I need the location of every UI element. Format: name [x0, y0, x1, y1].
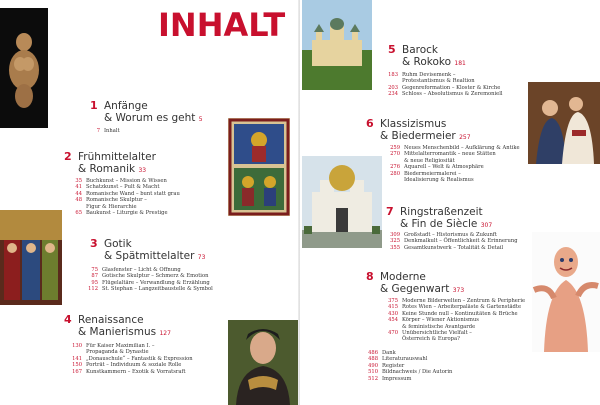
chapter-1-heading	[90, 99, 203, 126]
biedermeier-painting-image	[528, 82, 600, 164]
entry-title: Romanische Wand – bunt statt grau	[86, 190, 180, 197]
toc-entry[interactable]	[86, 286, 213, 292]
entry-title: Gotische Skulptur – Schmerz & Emotion	[102, 273, 209, 280]
chapter-2-heading	[64, 150, 156, 177]
entry-page: 490	[368, 362, 378, 369]
secession-building-image	[302, 156, 382, 248]
chapter-page: 257	[459, 134, 471, 141]
chapter-title-line: & Spätmittelalter	[104, 250, 195, 262]
chapter-8-entries	[386, 298, 525, 343]
entry-page: 141	[72, 355, 82, 362]
chapter-1-entries	[88, 128, 120, 134]
chapter-title-line: Moderne	[380, 271, 426, 283]
entry-page: 488	[368, 356, 378, 363]
entry-title: Propaganda & Dynastie	[86, 349, 149, 356]
chapter-title-line: & Romanik	[78, 163, 136, 175]
entry-title: „Donauschule“ – Fantastik & Expression	[86, 355, 193, 362]
entry-title: Biedermeiermalerei –	[404, 170, 461, 177]
entry-title: Buchkunst – Mission & Wissen	[86, 178, 167, 184]
entry-title: Glasfenster – Licht & Offnung	[102, 267, 181, 273]
entry-page: 375	[388, 298, 398, 304]
entry-page: 7	[96, 128, 100, 134]
entry-page: 183	[388, 72, 398, 78]
entry-page: 35	[75, 178, 82, 184]
entry-page: 150	[72, 362, 82, 369]
entry-page: 486	[368, 350, 378, 356]
chapter-title-line: & Fin de Siècle	[400, 218, 478, 230]
toc-entry[interactable]	[388, 245, 518, 251]
chapter-number: 1	[90, 99, 98, 112]
chapter-5-heading	[388, 43, 466, 70]
chapter-3-entries	[86, 267, 213, 293]
chapter-page: 307	[480, 222, 493, 229]
entry-title: Österreich & Europa?	[402, 336, 460, 343]
chapter-title-line: Ringstraßenzeit	[400, 206, 483, 218]
chapter-title-line: Klassizismus	[380, 118, 447, 130]
entry-page: 48	[75, 197, 82, 204]
entry-page: 130	[72, 343, 82, 349]
entry-title: Schatzkunst – Pult & Macht	[86, 184, 160, 191]
entry-page: 276	[390, 164, 400, 171]
entry-title: Protestantismus & Realtion	[402, 78, 475, 85]
right-page	[300, 0, 600, 405]
chapter-7-entries	[388, 232, 518, 251]
entry-title: Porträt – Individuum & soziale Rolle	[86, 362, 182, 369]
entry-page: 510	[368, 369, 378, 376]
chapter-6-entries	[388, 145, 520, 183]
entry-page: 470	[388, 330, 398, 337]
entry-title: Bildnachweis / Die Autorin	[382, 369, 453, 376]
appendix-entries	[366, 350, 452, 382]
toc-entry[interactable]	[366, 376, 452, 382]
chapter-title-line: & Manierismus	[78, 326, 157, 338]
chapter-page: 373	[452, 287, 465, 294]
entry-title: Aquarell – Welt & Atmosphäre	[404, 164, 484, 171]
entry-page: 325	[390, 238, 400, 245]
entry-page: 75	[91, 267, 98, 273]
chapter-number: 7	[386, 205, 394, 218]
entry-title: Moderne Bilderwelten – Zentrum & Peripherie	[402, 298, 526, 304]
entry-title: Impressum	[382, 375, 412, 382]
entry-title: Für Kaiser Maximilian I. –	[86, 343, 155, 349]
entry-title: St. Stephan – Langzeitbaustelle & Symbol	[102, 286, 213, 293]
entry-page: 355	[390, 244, 400, 251]
gothic-altar-painting-image	[0, 210, 62, 305]
chapter-page: 73	[197, 254, 206, 261]
toc-entry[interactable]	[388, 177, 520, 183]
chapter-title-line: Renaissance	[78, 314, 144, 326]
entry-page: 65	[75, 210, 82, 217]
entry-title: Inhalt	[104, 128, 120, 134]
chapter-number: 3	[90, 237, 98, 250]
entry-title: & neue Religiosität	[404, 157, 455, 164]
chapter-7-heading	[386, 205, 493, 232]
entry-title: & feministische Avantgarde	[402, 323, 476, 330]
entry-title: Denkmalkult – Öffentlichkeit & Erinnerung	[404, 238, 518, 245]
modern-figure-painting-image	[532, 232, 600, 352]
chapter-number: 6	[366, 117, 374, 130]
entry-page: 259	[390, 145, 400, 151]
entry-title: Register	[382, 362, 405, 369]
entry-title: Körper – Wiener Aktionismus	[402, 317, 479, 324]
chapter-6-heading	[366, 117, 471, 144]
entry-page: 512	[368, 375, 378, 382]
entry-page: 95	[91, 279, 98, 286]
entry-page: 309	[390, 232, 400, 238]
medieval-illumination-image	[228, 118, 290, 216]
baroque-monastery-image	[302, 0, 372, 90]
chapter-title-line: & Worum es geht	[104, 112, 196, 124]
entry-page: 41	[75, 184, 82, 191]
renaissance-portrait-image	[228, 320, 298, 405]
entry-page: 234	[388, 91, 398, 98]
chapter-3-heading	[90, 237, 206, 264]
entry-page: 203	[388, 84, 398, 91]
entry-title: Rotes Wien – Arbeiterpaläste & Gartenstädte	[402, 304, 522, 311]
chapter-title-line: Frühmittelalter	[78, 151, 156, 163]
page-title: INHALT	[158, 6, 286, 44]
chapter-8-heading	[366, 270, 465, 297]
entry-page: 430	[388, 310, 398, 317]
chapter-number: 2	[64, 150, 72, 163]
entry-title: Flügelaltäre – Verwandlung & Erzählung	[102, 279, 210, 286]
entry-title: Neues Menschenbild – Aufklärung & Antike	[404, 145, 520, 151]
chapter-title-line: & Rokoko	[402, 56, 452, 68]
chapter-page: 181	[454, 60, 466, 67]
chapter-page: 127	[159, 330, 171, 337]
chapter-title-line: & Gegenwart	[380, 283, 450, 295]
entry-title: Mittelalterromantik – neue Stätten	[404, 151, 496, 158]
chapter-4-heading	[64, 313, 171, 340]
entry-title: Dank	[382, 350, 396, 356]
chapter-4-entries	[70, 343, 193, 375]
entry-page: 280	[390, 170, 400, 177]
entry-page: 44	[75, 190, 82, 197]
chapter-title-line: Anfänge	[104, 100, 148, 112]
toc-entry[interactable]	[386, 91, 503, 97]
toc-entry[interactable]	[70, 369, 193, 375]
chapter-title-line: & Biedermeier	[380, 130, 456, 142]
entry-page: 270	[390, 151, 400, 158]
entry-title: Ruhm Devisemenk –	[402, 72, 456, 78]
chapter-number: 8	[366, 270, 374, 283]
entry-title: Romanische Skulptur –	[86, 197, 147, 204]
entry-title: Kunstkammern – Exotik & Vorratsraft	[86, 368, 186, 375]
chapter-page: 5	[198, 116, 203, 123]
chapter-2-entries	[70, 178, 180, 216]
entry-title: Gesamtkunstwerk – Totalität & Detail	[404, 244, 504, 251]
entry-title: Baukunst – Liturgie & Prestige	[86, 210, 168, 217]
entry-title: Großstadt – Historismus & Zukunft	[404, 232, 497, 238]
entry-page	[386, 336, 398, 342]
entry-title: Literaturauswahl	[382, 356, 428, 363]
entry-page: 112	[88, 286, 98, 293]
entry-title: Unübersichtliche Vielfalt –	[402, 330, 472, 337]
entry-page	[388, 177, 400, 183]
entry-title: Gegenreformation – Kloster & Kirche	[402, 84, 501, 91]
entry-title: Figur & Hierarchie	[86, 203, 137, 210]
entry-page: 167	[72, 368, 82, 375]
chapter-number: 5	[388, 43, 396, 56]
chapter-5-entries	[386, 72, 503, 98]
toc-entry[interactable]	[70, 210, 180, 216]
chapter-title-line: Gotik	[104, 238, 132, 250]
chapter-number: 4	[64, 313, 72, 326]
entry-page: 415	[388, 304, 398, 311]
entry-title: Idealisierung & Realismus	[404, 177, 474, 184]
entry-title: Keine Stunde null – Kontinuitäten & Brüche	[402, 310, 518, 317]
venus-figurine-image	[0, 8, 48, 128]
chapter-page: 33	[138, 167, 147, 174]
entry-page: 454	[388, 317, 398, 324]
entry-page: 87	[91, 273, 98, 280]
toc-entry[interactable]	[386, 336, 525, 342]
chapter-title-line: Barock	[402, 44, 439, 56]
toc-entry[interactable]	[88, 128, 120, 134]
entry-title: Schloss – Absolutismus & Zeremoniell	[402, 91, 503, 98]
